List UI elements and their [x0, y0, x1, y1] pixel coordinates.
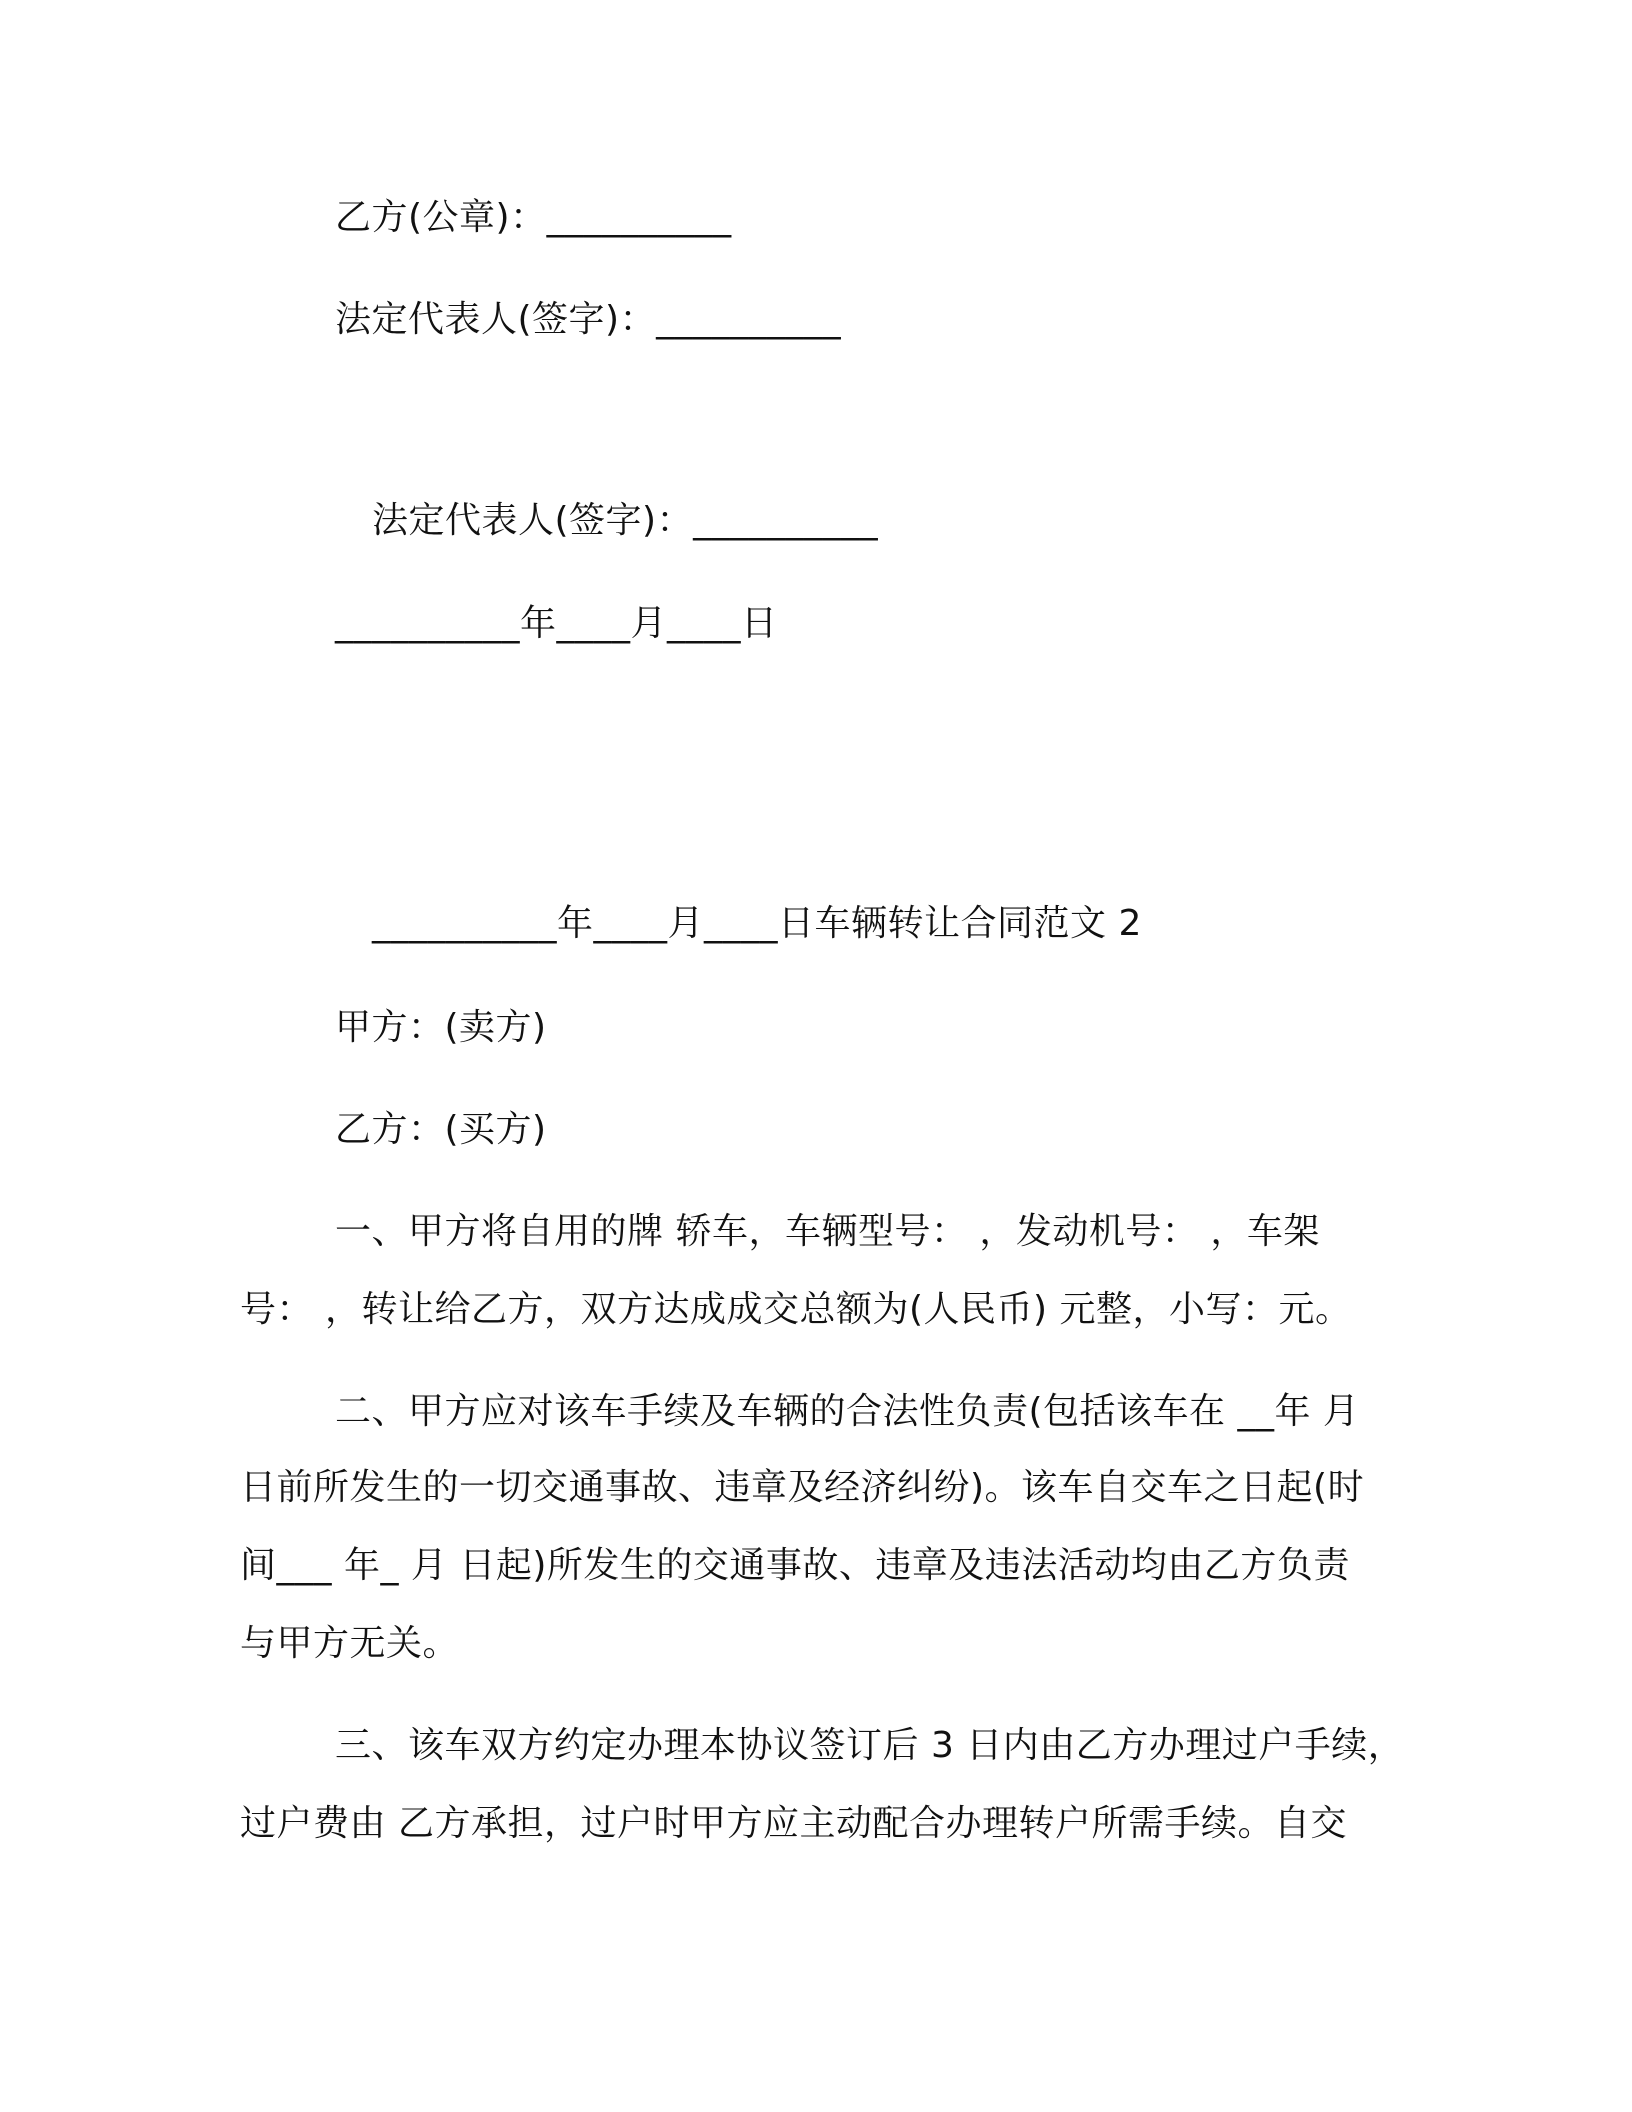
signature-date-line: __________年____月____日 [335, 603, 778, 644]
clause-line: 二、甲方应对该车手续及车辆的合法性负责(包括该车在 __年 月 [335, 1391, 1360, 1432]
contract-title: __________年____月____日车辆转让合同范文 2 [372, 903, 1142, 944]
clause-line: 过户费由 乙方承担，过户时甲方应主动配合办理转户所需手续。自交 [240, 1803, 1347, 1844]
legal-representative-signature-line: 法定代表人(签字)：__________ [335, 299, 842, 340]
clause-line: 号： ，转让给乙方，双方达成成交总额为(人民币) 元整，小写：元。 [240, 1289, 1352, 1330]
clause-line: 三、该车双方约定办理本协议签订后 3 日内由乙方办理过户手续， [335, 1725, 1405, 1766]
party-b-line: 乙方：(买方) [335, 1109, 547, 1150]
clause-line: 间___ 年_ 月 日起)所发生的交通事故、违章及违法活动均由乙方负责 [240, 1545, 1350, 1586]
party-b-seal-line: 乙方(公章)：__________ [335, 197, 732, 238]
legal-representative-signature-line: 法定代表人(签字)：__________ [372, 500, 879, 541]
clause-line: 日前所发生的一切交通事故、违章及经济纠纷)。该车自交车之日起(时 [240, 1467, 1365, 1508]
clause-line: 一、甲方将自用的牌 轿车，车辆型号： ，发动机号： ，车架 [335, 1211, 1320, 1252]
party-a-line: 甲方：(卖方) [335, 1007, 547, 1048]
clause-line: 与甲方无关。 [240, 1623, 460, 1664]
